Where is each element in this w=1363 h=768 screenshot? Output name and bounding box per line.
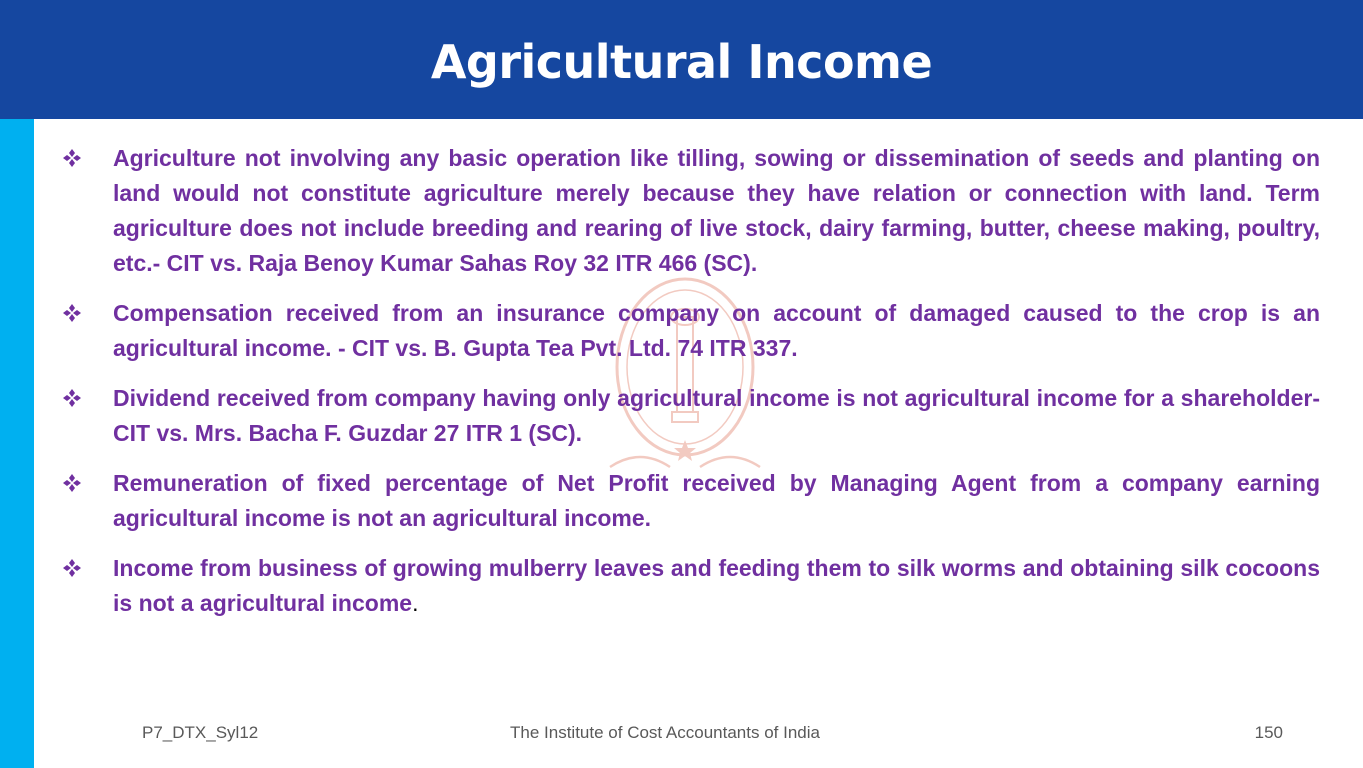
footer-course-code: P7_DTX_Syl12 <box>142 723 259 742</box>
slide-title: Agricultural Income <box>430 35 933 89</box>
footer-page-number: 150 <box>1254 723 1283 742</box>
bullet-trailing-period: . <box>412 590 419 616</box>
footer-institute-name: The Institute of Cost Accountants of India <box>510 723 820 742</box>
four-diamond-bullet-icon <box>62 148 82 168</box>
bullet-item <box>60 466 1320 536</box>
bullet-item <box>60 141 1320 281</box>
bullet-text: Compensation received from an insurance company on account of damaged caused to the crop is an agricultural income. - CIT vs. B. Gupta Tea Pvt. Ltd. 74 ITR 337. <box>113 300 1320 361</box>
four-diamond-bullet-icon <box>62 388 82 408</box>
bullet-text: Agriculture not involving any basic operation like tilling, sowing or dissemination of seeds and planting on land would not constitute agriculture merely because they have relation or connection with land. Term agriculture does not include breeding and rearing of live stock, dairy farming, butter, cheese making, poultry, etc.- CIT vs. Raja Benoy Kumar Sahas Roy 32 ITR 466 (SC). <box>113 145 1320 276</box>
left-accent-stripe <box>0 119 34 768</box>
bullet-text: Remuneration of fixed percentage of Net Profit received by Managing Agent from a company earning agricultural income is not an agricultural income. <box>113 470 1320 531</box>
bullet-item <box>60 551 1320 621</box>
bullet-text: Income from business of growing mulberry leaves and feeding them to silk worms and obtaining silk cocoons is not a agricultural income <box>113 555 1320 616</box>
bullet-list <box>60 141 1320 636</box>
four-diamond-bullet-icon <box>62 473 82 493</box>
bullet-item <box>60 381 1320 451</box>
bullet-item <box>60 296 1320 366</box>
bullet-text: Dividend received from company having only agricultural income is not agricultural income for a shareholder-CIT vs. Mrs. Bacha F. Guzdar 27 ITR 1 (SC). <box>113 385 1320 446</box>
four-diamond-bullet-icon <box>62 303 82 323</box>
four-diamond-bullet-icon <box>62 558 82 578</box>
